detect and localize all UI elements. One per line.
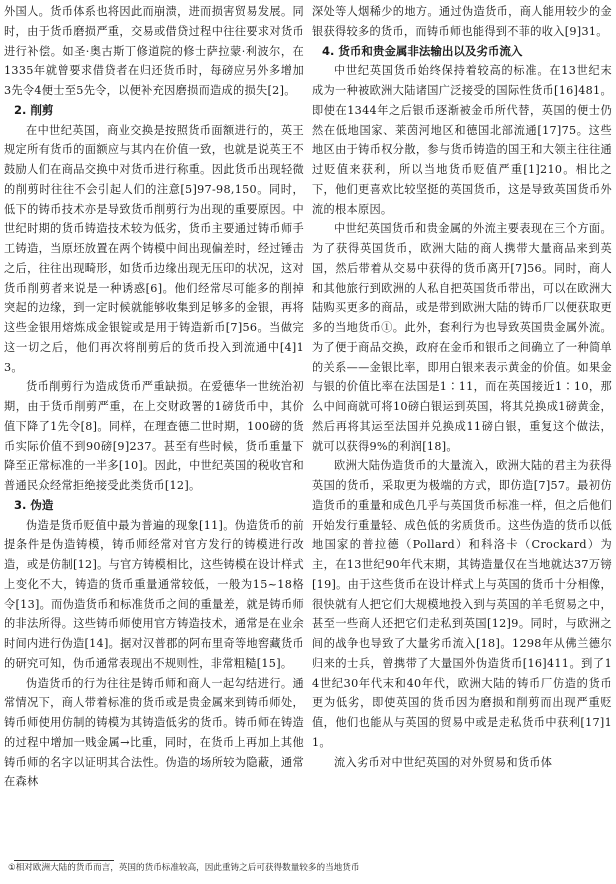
paragraph-forgery-2: 伪造货币的行为往往是铸币师和商人一起勾结进行。通常情况下，商人带着标准的货币或是贵金属来到铸币师处，铸币师使用仿制的铸模为其铸造低劣的货币。铸币师在铸造的过程中增加一贱金属→比重，同时，在货币上再加上其他铸币师的名字以证明其合法性。伪造的场所较为隐蔽，通常在森林 bbox=[4, 676, 304, 789]
paragraph-outflow-1: 中世纪英国货币始终保持着较高的标准。在13世纪末成为一种被欧洲大陆诸国广泛接受的国际性货币[16]481。即使在1344年之后银币逐渐被金币所代替，英国的便士仍然在低地国家、莱茵河地区和德国北部流通[17]75。这些地区由于铸币权分散，参与货币铸造的国王和大领主往往通过贬值来获利，所以当地货币贬值严重[1]210。相比之下，他们更喜欢比较坚挺的英国货币，这是导致英国货币外流的根本原因。 bbox=[312, 64, 612, 216]
section-heading-forgery: 3. 伪造 bbox=[14, 497, 54, 512]
paragraph-clipping-1: 在中世纪英国，商业交换是按照货币面额进行的，英王规定所有货币的面额应与其内在价值一致，也就是说英王不鼓励人们在商品交换中对货币进行称重。因此货币出现轻微的削剪时往往不会引起人们的注意[5]97-98,150。同时，低下的铸币技术亦是导致货币削剪行为出现的重要原因。中世纪时期的货币铸造技术较为低劣，货币主要通过铸币师手工铸造，当原坯放置在两个铸模中间出现偏差时，经过锤击之后，往往出现畸形，如货币边缘出现无压印的状况，这对货币削剪者来说是一种诱惑[6]。他们经常尽可能多的削掉突起的边缘，到一定时候就能够收集到足够多的金银，再将这些金银用熔炼成金银锭或是用于铸造新币[7]56。当做完这一切之后，他们再次将削剪后的货币投入到流通中[4]13。 bbox=[4, 123, 304, 374]
paragraph-intro: 外国人。货币体系也将因此而崩溃，进而损害贸易发展。同时，由于货币磨损严重，交易或借贷过程中往往要求对货币进行补偿。如圣·奥古斯丁修道院的修士萨拉蒙·利波尔，在1335年就曾要求借贷者在归还货币时，每磅应另外多增加3先令4便士至5先令，以便补充因磨损而造成的损失[2]。 bbox=[4, 5, 304, 97]
paragraph-outflow-4: 流入劣币对中世纪英国的对外贸易和货币体 bbox=[334, 755, 553, 769]
paragraph-forgery-1: 伪造是货币贬值中最为普遍的现象[11]。伪造货币的前提条件是伪造铸模，铸币师经常对官方发行的铸模进行改造，或是仿制[12]。与官方铸模相比，这些铸模在设计样式上变化不大，铸造的货币重量通常较低，一般为15~18格令[13]。而伪造货币和标准货币之间的重量差，就是铸币师的非法所得。这些铸币师使用官方铸造技术，通常是在业余时间内进行伪造[14]。据对汉普郡的阿布里奇等地窖藏货币的研究可知，伪币通常表现出不规则性，非常粗糙[15]。 bbox=[4, 518, 304, 670]
paragraph-continuation: 深处等人烟稀少的地方。通过伪造货币，商人能用较少的金银获得较多的货币，而铸币师也能得到不菲的收入[9]31。 bbox=[312, 5, 612, 38]
section-heading-outflow: 4. 货币和贵金属非法输出以及劣币流入 bbox=[322, 43, 523, 58]
paragraph-clipping-2: 货币削剪行为造成货币严重缺损。在爱德华一世统治初期，由于货币削剪严重，在上交财政署的1磅货币中，其价值下降了1先令[8]。同样，在理查德二世时期，100磅的货币实际价值不到90磅[9]237。甚至有些时候，货币重量下降至正常标准的一半多[10]。因此，中世纪英国的税收官和普通民众经常拒绝接受此类货币[12]。 bbox=[4, 380, 304, 492]
paragraph-outflow-2: 中世纪英国货币和贵金属的外流主要表现在三个方面。为了获得英国货币，欧洲大陆的商人携带大量商品来到英国，然后带着从交易中获得的货币离开[7]56。同时，商人和其他旅行到欧洲的人私自把英国货币带出，可以在欧洲大陆购买更多的商品，或是带到欧洲大陆的铸币厂以便获取更多的当地货币①。此外，套利行为也导致英国贵金属外流。为了便于商品交换，政府在金币和银币之间确立了一种简单的关系——金银比率，即用白银来表示黄金的价值。如果金与银的价值比率在法国是1∶11，而在英国接近1∶10，那么中间商就可将10磅白银运到英国，将其兑换成1磅黄金，然后再将其运至法国并兑换成11磅白银，重复这个做法，就可以获得9%的利润[18]。 bbox=[312, 222, 612, 453]
footnote-divider bbox=[14, 860, 114, 861]
section-heading-clipping: 2. 削剪 bbox=[14, 102, 54, 117]
right-column bbox=[312, 2, 612, 772]
footnote: ①相对欧洲大陆的货币而言，英国的货币标准较高，因此重铸之后可获得数量较多的当地货币 bbox=[8, 863, 360, 873]
left-column bbox=[4, 2, 304, 792]
paragraph-outflow-3: 欧洲大陆伪造货币的大量流入，欧洲大陆的君主为获得英国的货币，采取更为极端的方式，即仿造[7]57。最初仿造货币的重量和成色几乎与英国货币标准一样，但之后他们开始发行重量轻、成色低的劣质货币。这些伪造的货币以低地国家的普拉德（Pollard）和科洛卡（Crockard）为主，在13世纪90年代末期，其铸造量仅在当地就达37万镑[19]。由于这些货币在设计样式上与英国的货币十分相像，很快就有人把它们大规模地投入到与英国的羊毛贸易之中，甚至一些商人还把它们走私到英国[12]9。同时，与欧洲之间的战争也导致了大量劣币流入[18]。1298年从佛兰德尔归来的士兵，曾携带了大量国外伪造货币[16]411。到了14世纪30年代末和40年代，欧洲大陆的铸币厂仿造的货币更为低劣，即使英国的货币因为磨损和削剪而出现严重贬值，他们也能从与英国的贸易中或是走私货币中获利[17]11。 bbox=[312, 459, 612, 749]
